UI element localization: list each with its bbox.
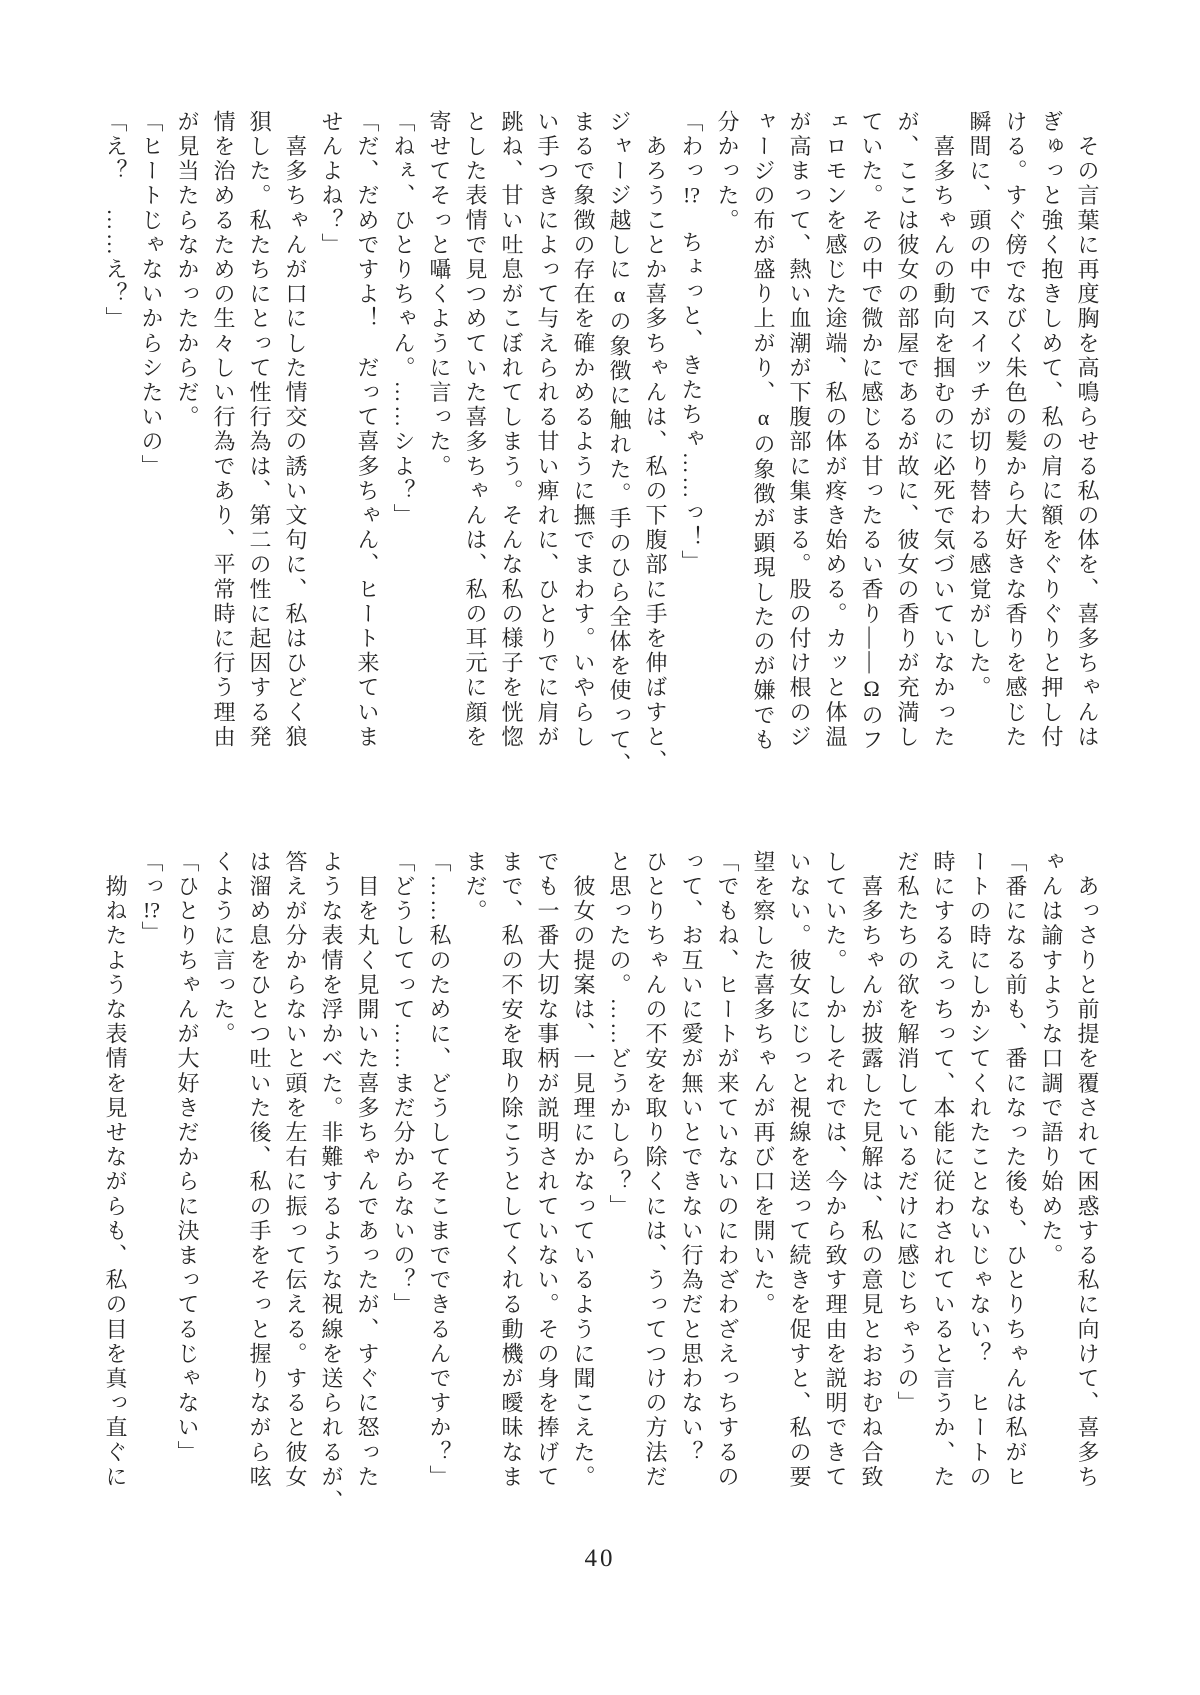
text-column: あっさりと前提を覆されて困惑する私に向けて、喜多ち <box>1075 850 1100 1490</box>
text-column: が見当たらなかったからだ。 <box>175 110 200 430</box>
text-column: 「どうしてって……まだ分からないの？」 <box>391 850 416 1318</box>
text-column: ャージの布が盛り上がり、αの象徴が顕現したのが嫌でも <box>751 110 776 753</box>
text-column: 答えが分からないと頭を左右に振って伝える。すると彼女 <box>283 850 308 1490</box>
text-column: 目を丸く見開いた喜多ちゃんであったが、すぐに怒った <box>355 850 380 1490</box>
greek-letter: α <box>751 405 776 433</box>
text-column: ジャージ越しにαの象徴に触れた。手のひら全体を使って、 <box>607 110 632 778</box>
text-column: 「番になる前も、番になった後も、ひとりちゃんは私がヒ <box>1003 850 1028 1490</box>
text-column: 望を察した喜多ちゃんが再び口を開いた。 <box>751 850 776 1318</box>
text-column: だ私たちの欲を解消しているだけに感じちゃうの」 <box>895 850 920 1416</box>
text-column: とした表情で見つめていた喜多ちゃんは、私の耳元に顔を <box>463 110 488 750</box>
text-column: でも一番大切な事柄が説明されていない。その身を捧げて <box>535 850 560 1490</box>
text-column: ような表情を浮かべた。非難するような視線を送られるが、 <box>319 850 344 1515</box>
text-column: ひとりちゃんの不安を取り除くには、うってつけの方法だ <box>643 850 668 1490</box>
combined-exclamation-question: !? <box>142 899 161 922</box>
text-column: まで、私の不安を取り除こうとしてくれる動機が曖昧なま <box>499 850 524 1490</box>
text-column: は溜め息をひとつ吐いた後、私の手をそっと握りながら呟 <box>247 850 272 1490</box>
text-column: 拗ねたような表情を見せながらも、私の目を真っ直ぐに <box>103 850 128 1490</box>
text-column: 瞬間に、頭の中でスイッチが切り替わる感覚がした。 <box>967 110 992 701</box>
text-column: くように言った。 <box>211 850 236 1047</box>
text-column: 「え？ ……え？」 <box>103 110 128 332</box>
text-column: が、ここは彼女の部屋であるが故に、彼女の香りが充満し <box>895 110 920 750</box>
text-column: まだ。 <box>463 850 488 924</box>
text-column: 喜多ちゃんが口にした情交の誘い文句に、私はひどく狼 <box>283 110 308 750</box>
text-column: していた。しかしそれでは、今から致す理由を説明できて <box>823 850 848 1490</box>
text-column: いない。彼女にじっと視線を送って続きを促すと、私の要 <box>787 850 812 1490</box>
text-column: ていた。その中で微かに感じる甘ったるい香り——Ωのフ <box>859 110 884 753</box>
text-column: 分かった。 <box>715 110 740 233</box>
text-column: 「ひとりちゃんが大好きだからに決まってるじゃない」 <box>175 850 200 1465</box>
text-column: ける。すぐ傍でなびく朱色の髪から大好きな香りを感じた <box>1003 110 1028 750</box>
text-column: と思ったの。……どうかしら？」 <box>607 850 632 1219</box>
text-column: ゃんは諭すような口調で語り始めた。 <box>1039 850 1064 1269</box>
text-column: 「ねぇ、ひとりちゃん。……シよ？」 <box>391 110 416 529</box>
text-column: って、お互いに愛が無いとできない行為だと思わない？ <box>679 850 704 1465</box>
bottom-text-block <box>97 850 1105 1555</box>
text-column: い手つきによって与えられる甘い痺れに、ひとりでに肩が <box>535 110 560 750</box>
text-column: 彼女の提案は、一見理にかなっているように聞こえた。 <box>571 850 596 1490</box>
text-column: 「……私のために、どうしてそこまでできるんですか？」 <box>427 850 452 1490</box>
text-column: 喜多ちゃんの動向を掴むのに必死で気づいていなかった <box>931 110 956 750</box>
greek-letter: α <box>607 282 632 310</box>
text-column: が高まって、熱い血潮が下腹部に集まる。股の付け根のジ <box>787 110 812 750</box>
text-column: ぎゅっと強く抱きしめて、私の肩に額をぐりぐりと押し付 <box>1039 110 1064 750</box>
page-number: 40 <box>584 1545 616 1572</box>
top-text-block <box>97 110 1105 815</box>
text-column: 「っ!?」 <box>139 850 164 946</box>
text-column: 「だ、だめですよ！ だって喜多ちゃん、ヒート来ていま <box>355 110 380 750</box>
text-column: 情を治めるための生々しい行為であり、平常時に行う理由 <box>211 110 236 750</box>
text-column: 「わっ!? ちょっと、きたちゃ……っ！」 <box>679 110 704 575</box>
text-column: ェロモンを感じた途端、私の体が疼き始める。カッと体温 <box>823 110 848 750</box>
text-column: その言葉に再度胸を高鳴らせる私の体を、喜多ちゃんは <box>1075 110 1100 750</box>
text-column: 「でもね、ヒートが来ていないのにわざわざえっちするの <box>715 850 740 1490</box>
text-column: 跳ね、甘い吐息がこぼれてしまう。そんな私の様子を恍惚 <box>499 110 524 750</box>
text-column: 時にするえっちって、本能に従わされていると言うか、た <box>931 850 956 1490</box>
text-column: あろうことか喜多ちゃんは、私の下腹部に手を伸ばすと、 <box>643 110 668 775</box>
text-column: ートの時にしかシてくれたことないじゃない？ ヒートの <box>967 850 992 1490</box>
text-column: まるで象徴の存在を確かめるように撫でまわす。いやらし <box>571 110 596 750</box>
text-column: 狽した。私たちにとって性行為は、第二の性に起因する発 <box>247 110 272 750</box>
text-column: 寄せてそっと囁くように言った。 <box>427 110 452 479</box>
text-column: せんよね？」 <box>319 110 344 258</box>
text-column: 喜多ちゃんが披露した見解は、私の意見とおおむね合致 <box>859 850 884 1490</box>
text-column: 「ヒートじゃないからシたいの」 <box>139 110 164 479</box>
combined-exclamation-question: !? <box>682 183 701 206</box>
greek-letter: Ω <box>859 675 884 704</box>
